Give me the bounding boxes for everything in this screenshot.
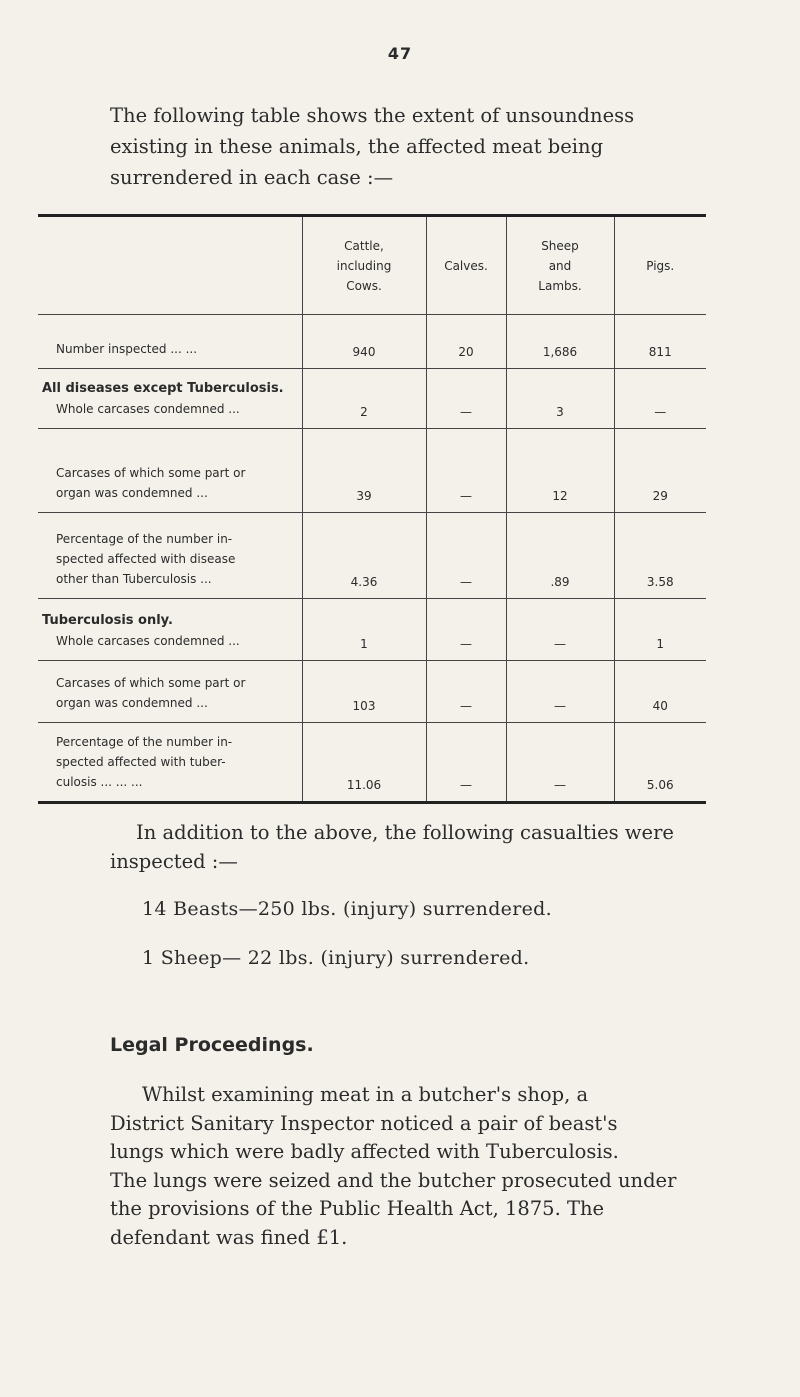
row-label: Whole carcases condemned ... — [56, 634, 240, 648]
row-label-cell — [38, 315, 302, 369]
table-row — [38, 315, 706, 369]
value-cell: 3 — [506, 369, 614, 429]
legal-line: The lungs were seized and the butcher prosecuted under — [110, 1168, 677, 1192]
row-label-cell — [38, 723, 302, 803]
header-sheep: Sheep and Lambs. — [506, 216, 614, 315]
intro-line: surrendered in each case :— — [110, 166, 394, 189]
row-label-cell — [38, 661, 302, 723]
value-cell: 11.06 — [302, 723, 426, 803]
row-label: Whole carcases condemned ... — [56, 402, 240, 416]
value-cell: 3.58 — [614, 513, 706, 599]
value-cell: — — [426, 599, 506, 661]
value-cell: — — [426, 429, 506, 513]
intro-line: The following table shows the extent of unsoundness — [110, 104, 635, 127]
value-cell: 811 — [614, 315, 706, 369]
legal-heading: Legal Proceedings. — [110, 1034, 314, 1056]
table-row — [38, 513, 706, 599]
value-cell: .89 — [506, 513, 614, 599]
row-label-cell — [38, 599, 302, 661]
value-cell: 5.06 — [614, 723, 706, 803]
value-cell: 2 — [302, 369, 426, 429]
header-blank — [38, 216, 302, 315]
table-row — [38, 599, 706, 661]
header-calves: Calves. — [426, 216, 506, 315]
unsoundness-table — [38, 214, 706, 804]
casualties-paragraph — [110, 818, 710, 876]
header-cattle: Cattle, including Cows. — [302, 216, 426, 315]
value-cell: — — [426, 369, 506, 429]
value-cell: — — [426, 723, 506, 803]
addition-text: In addition to the above, the following casualties were inspected :— — [110, 821, 674, 873]
value-cell: 12 — [506, 429, 614, 513]
legal-line: District Sanitary Inspector noticed a pair of beast's — [110, 1111, 618, 1135]
row-label: Percentage of the number in- spected affected with tuber- culosis ... ... ... — [56, 735, 233, 789]
intro-line: existing in these animals, the affected meat being — [110, 135, 604, 158]
page-number: 47 — [387, 44, 413, 63]
table-header-row — [38, 216, 706, 315]
table-row — [38, 369, 706, 429]
table-row — [38, 429, 706, 513]
value-cell: — — [506, 661, 614, 723]
section-heading: All diseases except Tuberculosis. — [42, 381, 284, 396]
legal-line: the provisions of the Public Health Act, 1875. The — [110, 1197, 605, 1220]
value-cell: 40 — [614, 661, 706, 723]
intro-paragraph — [110, 100, 710, 193]
value-cell: 1 — [302, 599, 426, 661]
casualty-line: 14 Beasts—250 lbs. (injury) surrendered. — [142, 898, 552, 920]
section-heading: Tuberculosis only. — [42, 613, 173, 628]
row-label: Number inspected ... ... — [56, 342, 198, 356]
value-cell: — — [506, 723, 614, 803]
row-label-cell — [38, 513, 302, 599]
row-label: Carcases of which some part or organ was condemned ... — [56, 676, 246, 710]
value-cell: 103 — [302, 661, 426, 723]
legal-line: Whilst examining meat in a butcher's shop, a — [142, 1083, 589, 1106]
value-cell: — — [614, 369, 706, 429]
legal-paragraph — [110, 1081, 688, 1252]
row-label: Carcases of which some part or organ was condemned ... — [56, 466, 246, 500]
table-row — [38, 723, 706, 803]
value-cell: — — [426, 661, 506, 723]
unsoundness-table-wrapper — [38, 214, 706, 804]
value-cell: 39 — [302, 429, 426, 513]
value-cell: 20 — [426, 315, 506, 369]
value-cell: 940 — [302, 315, 426, 369]
value-cell: — — [426, 513, 506, 599]
row-label-cell — [38, 369, 302, 429]
value-cell: 1 — [614, 599, 706, 661]
value-cell: 4.36 — [302, 513, 426, 599]
row-label-cell — [38, 429, 302, 513]
legal-line: lungs which were badly affected with Tuberculosis. — [110, 1140, 619, 1163]
value-cell: 29 — [614, 429, 706, 513]
value-cell: — — [506, 599, 614, 661]
header-pigs: Pigs. — [614, 216, 706, 315]
legal-line: defendant was fined £1. — [110, 1225, 348, 1249]
row-label: Percentage of the number in- spected affected with disease other than Tuberculosis ... — [56, 532, 236, 586]
value-cell: 1,686 — [506, 315, 614, 369]
casualty-line: 1 Sheep— 22 lbs. (injury) surrendered. — [142, 947, 530, 969]
table-row — [38, 661, 706, 723]
